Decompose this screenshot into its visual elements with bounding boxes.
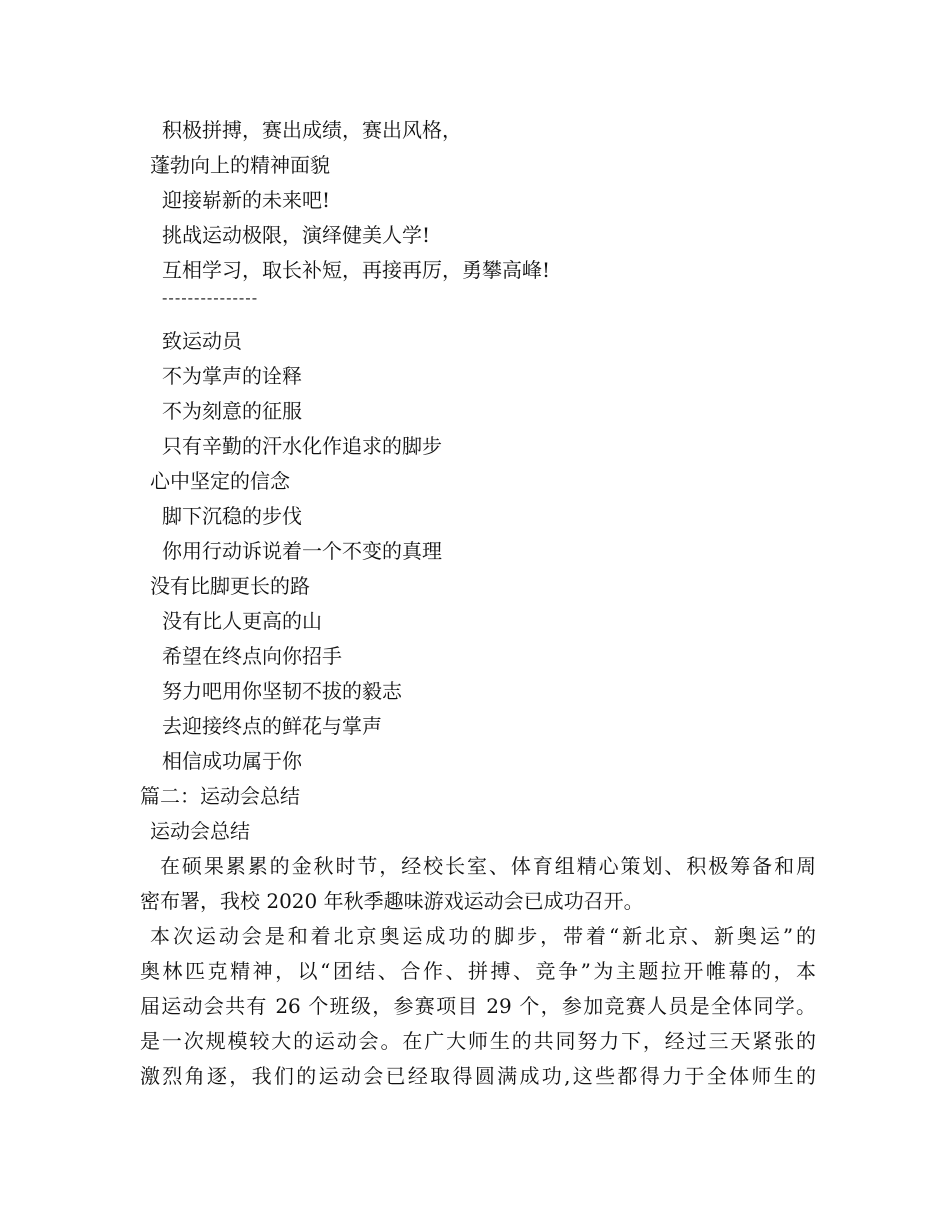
poem-line: 你用行动诉说着一个不变的真理 [162,539,442,563]
section-heading: 篇二：运动会总结 [140,784,300,808]
poem-title: 致运动员 [162,329,242,353]
poem-line: 互相学习，取长补短，再接再厉，勇攀高峰! [162,258,551,282]
section-subheading: 运动会总结 [150,819,250,843]
poem-line: 心中坚定的信念 [150,469,290,493]
poem-line: 相信成功属于你 [162,749,302,773]
poem-line: 去迎接终点的鲜花与掌声 [162,714,382,738]
poem-line: 不为掌声的诠释 [162,364,302,388]
poem-line: 不为刻意的征服 [162,399,302,423]
poem-line: 希望在终点向你招手 [162,644,342,668]
poem-line: 没有比脚更长的路 [150,574,310,598]
paragraph-line: 在硕果累累的金秋时节，经校长室、体育组精心策划、积极筹备和周 [160,854,816,878]
poem-line: 迎接崭新的未来吧! [162,188,331,212]
paragraph-line: 奥林匹克精神，以“团结、合作、拼搏、竞争”为主题拉开帷幕的，本 [140,959,816,983]
paragraph-line: 本次运动会是和着北京奥运成功的脚步，带着“新北京、新奥运”的 [150,924,816,948]
poem-line: 蓬勃向上的精神面貌 [150,153,330,177]
poem-line: 只有辛勤的汗水化作追求的脚步 [162,434,442,458]
poem-line: 努力吧用你坚韧不拔的毅志 [162,679,402,703]
paragraph-line: 届运动会共有 26 个班级，参赛项目 29 个，参加竞赛人员是全体同学。 [140,994,816,1018]
poem-line: 挑战运动极限，演绎健美人学! [162,223,431,247]
paragraph-line: 是一次规模较大的运动会。在广大师生的共同努力下，经过三天紧张的 [140,1029,816,1053]
divider-line: --------------- [162,288,259,307]
poem-line: 脚下沉稳的步伐 [162,504,302,528]
paragraph-line: 密布署，我校 2020 年秋季趣味游戏运动会已成功召开。 [140,889,644,913]
poem-line: 积极拼搏，赛出成绩，赛出风格， [162,118,462,142]
poem-line: 没有比人更高的山 [162,609,322,633]
paragraph-line: 激烈角逐，我们的运动会已经取得圆满成功,这些都得力于全体师生的 [140,1064,816,1088]
